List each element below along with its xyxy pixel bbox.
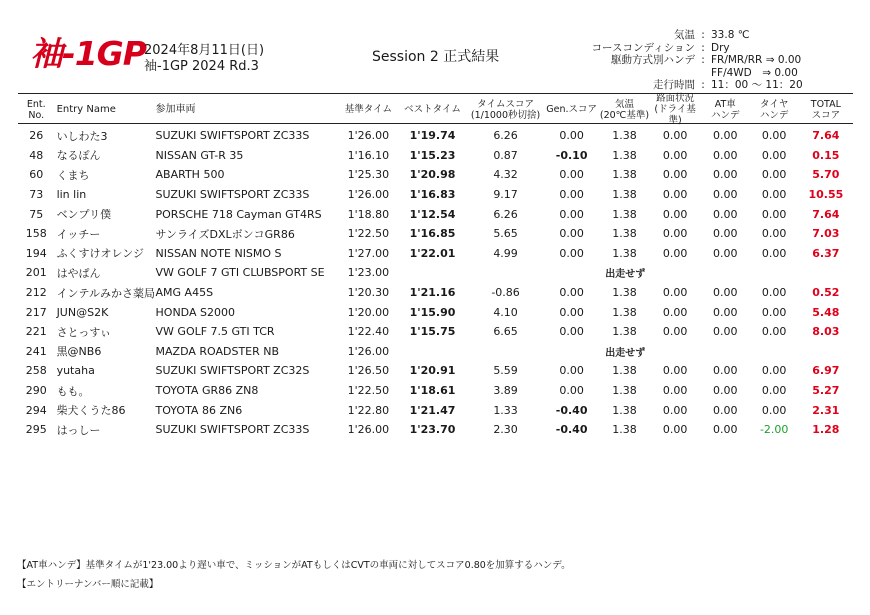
car-name: TOYOTA 86 ZN6 [155, 403, 243, 417]
tire-handicap: 0.00 [761, 129, 787, 143]
gen-score: 0.00 [559, 246, 584, 260]
at-handicap: 0.00 [713, 188, 738, 202]
entry-no: 295 [25, 423, 47, 437]
at-handicap-note: 【AT車ハンデ】基準タイムが1'23.00より遅い車で、ミッションがATもしくはCVTの車両に対してスコア0.80を加算するハンデ。 [17, 560, 571, 571]
conditions-panel [560, 29, 803, 92]
separator: : [701, 79, 705, 91]
time-score: 4.10 [493, 305, 518, 319]
base-time: 1'25.30 [347, 168, 390, 182]
temp-score: 1.38 [612, 188, 637, 202]
total-score: 7.64 [812, 129, 840, 143]
total-score: 6.97 [812, 364, 840, 378]
base-time: 1'22.50 [347, 227, 390, 241]
entry-name: はっしー [56, 423, 101, 437]
base-time: 1'26.00 [347, 188, 390, 202]
temp-score: 1.38 [612, 129, 637, 143]
entry-no: 75 [29, 207, 44, 221]
at-handicap: 0.00 [713, 129, 738, 143]
road-score: 0.00 [662, 305, 688, 319]
entry-no: 158 [25, 227, 47, 241]
tire-handicap: 0.00 [761, 325, 787, 339]
base-time: 1'22.80 [347, 403, 390, 417]
base-time: 1'20.30 [347, 286, 390, 300]
session-title: Session 2 正式結果 [372, 49, 500, 65]
handicap-label: 駆動方式別ハンデ [611, 54, 695, 66]
car-name: SUZUKI SWIFTSPORT ZC33S [155, 423, 310, 437]
best-time: 1'12.54 [409, 207, 456, 221]
car-name: SUZUKI SWIFTSPORT ZC32S [155, 364, 310, 378]
road-score: 0.00 [662, 384, 688, 398]
at-handicap: 0.00 [713, 384, 738, 398]
car-name: PORSCHE 718 Cayman GT4RS [155, 207, 322, 221]
gen-score: 0.00 [559, 188, 584, 202]
entry-name: さとっすぃ [56, 325, 112, 339]
entry-name: JUN@S2K [56, 305, 109, 319]
entry-no: 201 [25, 266, 47, 280]
entry-name: はやぱん [56, 266, 101, 280]
course-value: Dry [711, 41, 730, 54]
col-at-handicap: AT車 ハンデ [710, 98, 740, 121]
time-score: 0.87 [493, 148, 518, 162]
gen-score: 0.00 [559, 227, 584, 241]
gen-score: 0.00 [559, 364, 584, 378]
col-temperature: 気温 (20℃基準) [599, 98, 650, 121]
temp-score: 1.38 [612, 207, 637, 221]
total-score: 1.28 [812, 423, 840, 437]
car-name: SUZUKI SWIFTSPORT ZC33S [155, 188, 310, 202]
best-time: 1'20.98 [409, 168, 456, 182]
base-time: 1'23.00 [347, 266, 390, 280]
road-score: 0.00 [662, 286, 688, 300]
car-name: NISSAN NOTE NISMO S [155, 246, 282, 260]
temp-score: 1.38 [612, 168, 637, 182]
table-row [18, 342, 853, 362]
road-score: 0.00 [662, 207, 688, 221]
gen-score: -0.10 [555, 148, 588, 162]
total-score: 6.37 [812, 246, 840, 260]
best-time: 1'15.90 [409, 305, 456, 319]
at-handicap: 0.00 [713, 364, 738, 378]
temp-score: 1.38 [612, 364, 637, 378]
handicap-value-rear: FR/MR/RR ⇒ 0.00 [711, 54, 802, 66]
entry-no: 241 [25, 344, 47, 358]
table-row [18, 400, 853, 420]
time-score: 5.59 [493, 364, 518, 378]
event-date: 2024年8月11日(日) [144, 43, 265, 58]
time-score: 6.26 [493, 207, 518, 221]
at-handicap: 0.00 [713, 305, 738, 319]
best-time: 1'20.91 [409, 364, 456, 378]
total-score: 7.03 [812, 227, 840, 241]
temp-label: 気温 [674, 29, 695, 41]
event-name: 袖-1GP 2024 Rd.3 [144, 59, 259, 74]
col-gen-score: Gen.スコア [546, 104, 598, 115]
car-name: VW GOLF 7.5 GTI TCR [155, 325, 275, 339]
at-handicap: 0.00 [713, 246, 738, 260]
best-time: 1'21.47 [409, 403, 456, 417]
entry-name: くまち [56, 168, 90, 182]
temp-score: 1.38 [612, 246, 637, 260]
car-name: ABARTH 500 [155, 168, 225, 182]
at-handicap: 0.00 [713, 227, 738, 241]
gen-score: 0.00 [559, 207, 584, 221]
gen-score: -0.40 [555, 403, 588, 417]
gen-score: -0.40 [555, 423, 588, 437]
total-score: 0.15 [812, 148, 840, 162]
best-time: 1'15.23 [409, 148, 456, 162]
temp-value: 33.8 ℃ [711, 29, 750, 41]
entry-no: 26 [29, 129, 44, 143]
gen-score: 0.00 [559, 168, 584, 182]
at-handicap: 0.00 [713, 148, 738, 162]
base-time: 1'26.00 [347, 344, 390, 358]
entry-name: lin lin [56, 188, 87, 202]
handicap-value-front: FF/4WD ⇒ 0.00 [711, 66, 798, 79]
base-time: 1'22.40 [347, 325, 390, 339]
table-row [18, 302, 853, 322]
road-score: 0.00 [662, 148, 688, 162]
table-row [18, 283, 853, 303]
total-score: 2.31 [812, 403, 840, 417]
tire-handicap: 0.00 [761, 188, 787, 202]
total-score: 7.64 [812, 207, 840, 221]
separator: : [701, 29, 705, 41]
entry-no: 290 [25, 384, 47, 398]
time-score: 4.99 [493, 246, 518, 260]
at-handicap: 0.00 [713, 325, 738, 339]
time-score: 3.89 [493, 384, 518, 398]
car-name: サンライズDXLボンコGR86 [155, 227, 295, 241]
car-name: TOYOTA GR86 ZN8 [155, 384, 259, 398]
entry-no: 60 [29, 168, 44, 182]
temp-score: 1.38 [612, 423, 637, 437]
base-time: 1'27.00 [347, 246, 390, 260]
base-time: 1'18.80 [347, 207, 390, 221]
total-score: 10.55 [808, 188, 844, 202]
best-time: 1'19.74 [409, 129, 456, 143]
tire-handicap: 0.00 [761, 364, 787, 378]
table-row [18, 224, 853, 244]
best-time: 1'15.75 [409, 325, 456, 339]
best-time: 1'18.61 [409, 384, 456, 398]
entry-name: なるぽん [56, 149, 101, 163]
col-total: TOTAL スコア [810, 98, 841, 121]
table-row [18, 126, 853, 146]
col-entry-name: Entry Name [56, 104, 116, 115]
time-score: 2.30 [493, 423, 518, 437]
entry-name: 柴犬くうた86 [56, 404, 126, 418]
col-time-score: タイムスコア (1/1000秒切捨) [470, 98, 541, 121]
best-time: 1'16.83 [409, 188, 456, 202]
road-score: 0.00 [662, 423, 688, 437]
col-entry-no: Ent. No. [26, 98, 46, 121]
tire-handicap: 0.00 [761, 227, 787, 241]
car-name: VW GOLF 7 GTI CLUBSPORT SE [155, 266, 325, 280]
table-row [18, 361, 853, 381]
col-road: 路面状況 (ドライ基準) [654, 93, 696, 126]
road-score: 0.00 [662, 325, 688, 339]
course-label: コースコンディション [591, 41, 695, 54]
entry-no: 73 [29, 188, 44, 202]
entry-name: もも。 [56, 384, 90, 398]
entry-no: 212 [25, 286, 47, 300]
table-row [18, 204, 853, 224]
entry-name: ベンプリ僕 [56, 208, 112, 222]
time-score: 6.26 [493, 129, 518, 143]
road-score: 0.00 [662, 364, 688, 378]
results-table [18, 93, 853, 440]
car-name: NISSAN GT-R 35 [155, 148, 244, 162]
best-time: 1'21.16 [409, 286, 456, 300]
base-time: 1'26.50 [347, 364, 390, 378]
entry-no: 217 [25, 305, 47, 319]
col-car: 参加車両 [155, 104, 196, 115]
table-row [18, 322, 853, 342]
entry-name: ふくすけオレンジ [56, 247, 145, 261]
entry-name: 黒@NB6 [56, 345, 102, 359]
temp-score: 1.38 [612, 148, 637, 162]
total-score: 8.03 [812, 325, 840, 339]
road-score: 0.00 [662, 246, 688, 260]
best-time: 1'22.01 [409, 246, 456, 260]
car-name: SUZUKI SWIFTSPORT ZC33S [155, 129, 310, 143]
road-score: 0.00 [662, 168, 688, 182]
did-not-start: 出走せず [605, 347, 646, 359]
at-handicap: 0.00 [713, 423, 738, 437]
tire-handicap: 0.00 [761, 246, 787, 260]
table-header [18, 93, 853, 126]
time-score: -0.86 [491, 286, 520, 300]
tire-handicap: 0.00 [761, 403, 787, 417]
did-not-start: 出走せず [605, 269, 646, 281]
tire-handicap: 0.00 [761, 384, 787, 398]
base-time: 1'26.00 [347, 129, 390, 143]
entry-no: 258 [25, 364, 47, 378]
best-time: 1'16.85 [409, 227, 456, 241]
time-value: 11：00 ～ 11：20 [711, 79, 803, 91]
separator: : [701, 54, 705, 66]
time-score: 1.33 [493, 403, 518, 417]
car-name: HONDA S2000 [155, 305, 235, 319]
table-row [18, 263, 853, 283]
temp-score: 1.38 [612, 325, 637, 339]
gen-score: 0.00 [559, 305, 584, 319]
time-score: 9.17 [493, 188, 518, 202]
base-time: 1'22.50 [347, 384, 390, 398]
road-score: 0.00 [662, 227, 688, 241]
best-time: 1'23.70 [409, 423, 456, 437]
time-score: 6.65 [493, 325, 518, 339]
at-handicap: 0.00 [713, 168, 738, 182]
temp-score: 1.38 [612, 403, 637, 417]
entry-name: いしわた3 [56, 129, 108, 143]
at-handicap: 0.00 [713, 286, 738, 300]
table-row [18, 146, 853, 166]
total-score: 0.52 [812, 286, 840, 300]
logo: 袖-1GP [30, 34, 146, 73]
base-time: 1'26.00 [347, 423, 390, 437]
entry-no: 294 [25, 403, 47, 417]
road-score: 0.00 [662, 129, 688, 143]
entry-no: 48 [29, 148, 44, 162]
car-name: MAZDA ROADSTER NB [155, 344, 280, 358]
time-score: 4.32 [493, 168, 518, 182]
tire-handicap: 0.00 [761, 207, 787, 221]
entry-name: yutaha [56, 364, 95, 378]
separator: : [701, 41, 705, 54]
table-row [18, 165, 853, 185]
road-score: 0.00 [662, 188, 688, 202]
tire-handicap: 0.00 [761, 305, 787, 319]
at-handicap: 0.00 [713, 207, 738, 221]
gen-score: 0.00 [559, 325, 584, 339]
temp-score: 1.38 [612, 305, 637, 319]
time-label: 走行時間 [653, 79, 695, 91]
time-score: 5.65 [493, 227, 518, 241]
gen-score: 0.00 [559, 129, 584, 143]
car-name: AMG A45S [155, 286, 214, 300]
col-base-time: 基準タイム [344, 104, 393, 115]
temp-score: 1.38 [612, 227, 637, 241]
total-score: 5.48 [812, 305, 840, 319]
road-score: 0.00 [662, 403, 688, 417]
col-tire-handicap: タイヤ ハンデ [759, 98, 789, 121]
tire-handicap: 0.00 [761, 148, 787, 162]
gen-score: 0.00 [559, 286, 584, 300]
entry-no: 194 [25, 246, 47, 260]
entry-name: インテルみかさ薬局 [56, 286, 156, 300]
table-row [18, 185, 853, 205]
col-best-time: ベストタイム [404, 104, 461, 115]
gen-score: 0.00 [559, 384, 584, 398]
tire-handicap: 0.00 [761, 168, 787, 182]
entry-no: 221 [25, 325, 47, 339]
table-row [18, 420, 853, 440]
temp-score: 1.38 [612, 286, 637, 300]
table-row [18, 381, 853, 401]
base-time: 1'20.00 [347, 305, 390, 319]
total-score: 5.27 [812, 384, 840, 398]
total-score: 5.70 [812, 168, 840, 182]
temp-score: 1.38 [612, 384, 637, 398]
table-row [18, 244, 853, 264]
order-note: 【エントリーナンバー順に記載】 [17, 579, 159, 590]
tire-handicap: -2.00 [759, 423, 789, 437]
base-time: 1'16.10 [347, 148, 390, 162]
at-handicap: 0.00 [713, 403, 738, 417]
tire-handicap: 0.00 [761, 286, 787, 300]
entry-name: イッチー [56, 227, 101, 241]
